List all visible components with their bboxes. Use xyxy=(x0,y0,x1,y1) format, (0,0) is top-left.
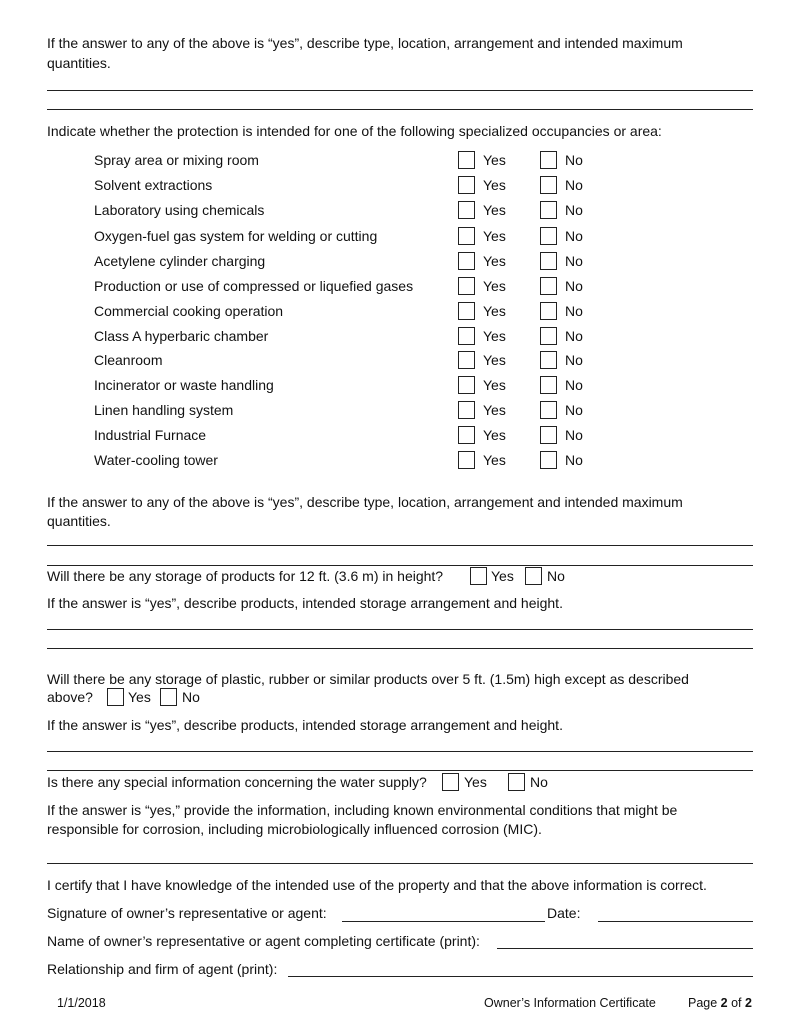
occupancy-label: Solvent extractions xyxy=(94,177,213,193)
plastic-no-label: No xyxy=(182,689,200,705)
plastic-yes-checkbox[interactable] xyxy=(107,688,124,706)
occupancy-no-label: No xyxy=(565,328,583,344)
occupancy-yes-label: Yes xyxy=(483,328,506,344)
occupancy-yes-checkbox[interactable] xyxy=(458,151,475,169)
plastic-yes-label: Yes xyxy=(128,689,151,705)
occupancy-no-checkbox[interactable] xyxy=(540,451,557,469)
occupancy-yes-label: Yes xyxy=(483,177,506,193)
occupancy-no-checkbox[interactable] xyxy=(540,277,557,295)
water-question: Is there any special information concerning the water supply? xyxy=(47,774,427,790)
occupancy-yes-checkbox[interactable] xyxy=(458,327,475,345)
page-of: of xyxy=(727,996,745,1010)
certification-statement: I certify that I have knowledge of the intended use of the property and that the above information is correct. xyxy=(47,877,707,893)
occupancy-no-label: No xyxy=(565,253,583,269)
occupancy-yes-checkbox[interactable] xyxy=(458,426,475,444)
answer-line[interactable] xyxy=(47,109,753,110)
occupancy-describe-line1: If the answer to any of the above is “yes”, describe type, location, arrangement and intended maximum xyxy=(47,494,683,510)
occupancy-no-label: No xyxy=(565,452,583,468)
answer-line[interactable] xyxy=(47,770,753,771)
signature-label: Signature of owner’s representative or agent: xyxy=(47,905,327,921)
storage-describe: If the answer is “yes”, describe products, intended storage arrangement and height. xyxy=(47,595,563,611)
plastic-describe: If the answer is “yes”, describe products, intended storage arrangement and height. xyxy=(47,717,563,733)
occupancy-yes-label: Yes xyxy=(483,402,506,418)
occupancy-label: Oxygen-fuel gas system for welding or cutting xyxy=(94,228,378,244)
occupancy-yes-checkbox[interactable] xyxy=(458,201,475,219)
occupancy-yes-checkbox[interactable] xyxy=(458,302,475,320)
occupancy-yes-checkbox[interactable] xyxy=(458,351,475,369)
occupancy-no-label: No xyxy=(565,177,583,193)
name-field[interactable] xyxy=(497,948,753,949)
occupancy-yes-checkbox[interactable] xyxy=(458,451,475,469)
plastic-question-line1: Will there be any storage of plastic, rubber or similar products over 5 ft. (1.5m) high except as described xyxy=(47,671,689,687)
occupancy-label: Incinerator or waste handling xyxy=(94,377,274,393)
occupancy-yes-label: Yes xyxy=(483,228,506,244)
footer-date: 1/1/2018 xyxy=(57,996,106,1010)
water-yes-label: Yes xyxy=(464,774,487,790)
occupancy-yes-label: Yes xyxy=(483,152,506,168)
storage-no-label: No xyxy=(547,568,565,584)
occupancy-label: Acetylene cylinder charging xyxy=(94,253,266,269)
storage-yes-checkbox[interactable] xyxy=(470,567,487,585)
water-yes-checkbox[interactable] xyxy=(442,773,459,791)
storage-question: Will there be any storage of products for 12 ft. (3.6 m) in height? xyxy=(47,568,444,584)
occupancy-no-checkbox[interactable] xyxy=(540,376,557,394)
occupancy-label: Spray area or mixing room xyxy=(94,152,259,168)
occupancy-no-label: No xyxy=(565,278,583,294)
page-current: 2 xyxy=(720,996,728,1010)
occupancy-prompt: Indicate whether the protection is intended for one of the following specialized occupancies or area: xyxy=(47,123,662,139)
occupancy-no-checkbox[interactable] xyxy=(540,327,557,345)
water-describe-line1: If the answer is “yes,” provide the information, including known environmental conditions that might be xyxy=(47,802,678,818)
occupancy-no-label: No xyxy=(565,202,583,218)
occupancy-label: Laboratory using chemicals xyxy=(94,202,265,218)
occupancy-no-checkbox[interactable] xyxy=(540,302,557,320)
occupancy-label: Production or use of compressed or liquefied gases xyxy=(94,278,414,294)
occupancy-no-label: No xyxy=(565,377,583,393)
water-no-checkbox[interactable] xyxy=(508,773,525,791)
storage-yes-label: Yes xyxy=(491,568,514,584)
occupancy-yes-label: Yes xyxy=(483,452,506,468)
answer-line[interactable] xyxy=(47,863,753,864)
water-no-label: No xyxy=(530,774,548,790)
occupancy-no-checkbox[interactable] xyxy=(540,426,557,444)
answer-line[interactable] xyxy=(47,90,753,91)
answer-line[interactable] xyxy=(47,629,753,630)
occupancy-no-checkbox[interactable] xyxy=(540,351,557,369)
answer-line[interactable] xyxy=(47,751,753,752)
occupancy-yes-label: Yes xyxy=(483,253,506,269)
occupancy-yes-label: Yes xyxy=(483,202,506,218)
page-prefix: Page xyxy=(688,996,721,1010)
date-field[interactable] xyxy=(598,921,753,922)
relationship-label: Relationship and firm of agent (print): xyxy=(47,961,278,977)
occupancy-yes-checkbox[interactable] xyxy=(458,401,475,419)
describe-instruction-line2: quantities. xyxy=(47,55,111,71)
footer-title: Owner’s Information Certificate xyxy=(484,996,656,1010)
occupancy-no-label: No xyxy=(565,402,583,418)
occupancy-no-checkbox[interactable] xyxy=(540,176,557,194)
describe-instruction-line1: If the answer to any of the above is “yes”, describe type, location, arrangement and intended maximum xyxy=(47,35,683,51)
occupancy-label: Class A hyperbaric chamber xyxy=(94,328,269,344)
occupancy-yes-label: Yes xyxy=(483,377,506,393)
occupancy-yes-label: Yes xyxy=(483,352,506,368)
occupancy-yes-label: Yes xyxy=(483,278,506,294)
storage-no-checkbox[interactable] xyxy=(525,567,542,585)
occupancy-no-checkbox[interactable] xyxy=(540,227,557,245)
occupancy-yes-checkbox[interactable] xyxy=(458,376,475,394)
water-describe-line2: responsible for corrosion, including microbiologically influenced corrosion (MIC). xyxy=(47,821,542,837)
answer-line[interactable] xyxy=(47,565,753,566)
occupancy-no-label: No xyxy=(565,303,583,319)
plastic-no-checkbox[interactable] xyxy=(160,688,177,706)
name-label: Name of owner’s representative or agent completing certificate (print): xyxy=(47,933,480,949)
occupancy-no-label: No xyxy=(565,228,583,244)
answer-line[interactable] xyxy=(47,545,753,546)
occupancy-no-checkbox[interactable] xyxy=(540,151,557,169)
occupancy-yes-checkbox[interactable] xyxy=(458,227,475,245)
relationship-field[interactable] xyxy=(288,976,753,977)
occupancy-label: Cleanroom xyxy=(94,352,163,368)
occupancy-no-label: No xyxy=(565,427,583,443)
signature-field[interactable] xyxy=(342,921,545,922)
date-label: Date: xyxy=(547,905,581,921)
occupancy-no-checkbox[interactable] xyxy=(540,401,557,419)
occupancy-label: Water-cooling tower xyxy=(94,452,218,468)
page-total: 2 xyxy=(745,996,752,1010)
occupancy-no-label: No xyxy=(565,352,583,368)
occupancy-yes-label: Yes xyxy=(483,427,506,443)
occupancy-label: Industrial Furnace xyxy=(94,427,207,443)
occupancy-yes-label: Yes xyxy=(483,303,506,319)
occupancy-no-checkbox[interactable] xyxy=(540,201,557,219)
answer-line[interactable] xyxy=(47,648,753,649)
occupancy-yes-checkbox[interactable] xyxy=(458,176,475,194)
footer-page-number xyxy=(688,994,752,1012)
occupancy-yes-checkbox[interactable] xyxy=(458,252,475,270)
occupancy-yes-checkbox[interactable] xyxy=(458,277,475,295)
occupancy-label: Commercial cooking operation xyxy=(94,303,284,319)
occupancy-no-checkbox[interactable] xyxy=(540,252,557,270)
plastic-question-line2: above? xyxy=(47,689,93,705)
occupancy-label: Linen handling system xyxy=(94,402,234,418)
occupancy-describe-line2: quantities. xyxy=(47,513,111,529)
occupancy-no-label: No xyxy=(565,152,583,168)
